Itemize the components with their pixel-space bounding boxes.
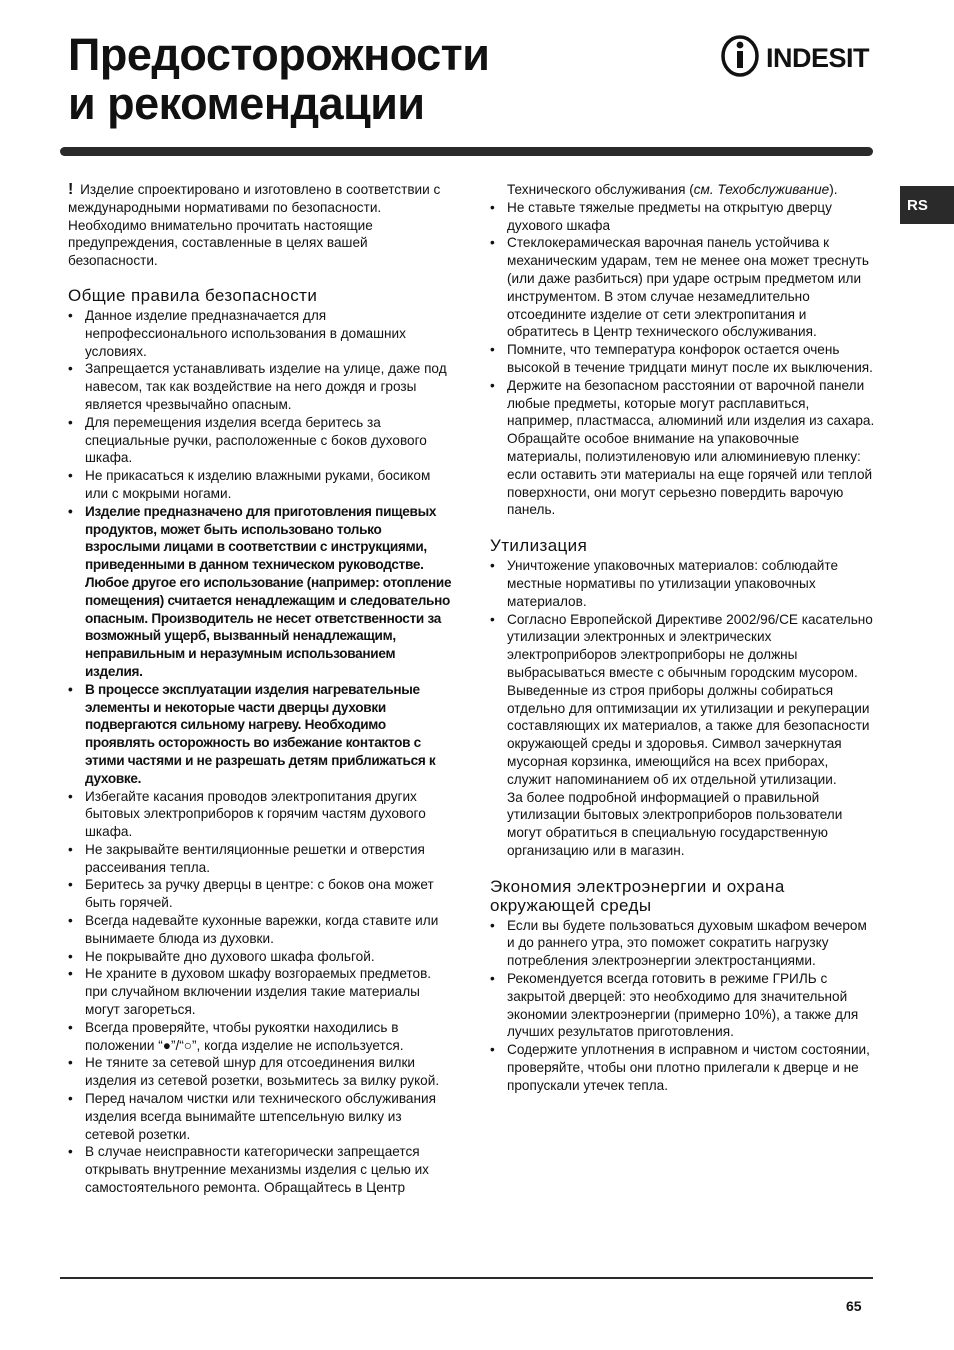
- left-column: [68, 181, 452, 1197]
- list-item: • Уничтожение упаковочных материалов: соблюдайте местные нормативы по утилизации упаковочных материалов.: [490, 557, 875, 610]
- general-safety-heading: Общие правила безопасности: [68, 285, 318, 305]
- page-title-line-2: и рекомендации: [68, 78, 425, 129]
- warning-mark: !: [68, 181, 74, 198]
- logo-stem-icon: [737, 51, 743, 68]
- list-item: • Изделие предназначено для приготовления пищевых продуктов, может быть использовано только взрослыми лицами в соответствии с инструкциями, приведенными в данном техническом руководстве. Любое другое его использование (например: отопление помещения) считается ненадлежащим и следовательно опасным. Производитель не несет ответственности за возможный ущерб, вызванный ненадлежащим, неправильным и неразумным использованием изделия.: [68, 503, 452, 681]
- disposal-heading: Утилизация: [490, 536, 588, 556]
- right-column: [490, 181, 875, 1095]
- list-item: • Помните, что температура конфорок остается очень высокой в течение тридцати минут после их выключения.: [490, 341, 875, 377]
- cross-reference: см. Техобслуживание: [693, 182, 830, 197]
- page-number: 65: [846, 1298, 862, 1314]
- disposal-list: [490, 557, 875, 860]
- page-title: [68, 30, 489, 128]
- continued-item: [490, 181, 875, 199]
- list-item: • Беритесь за ручку дверцы в центре: с боков она может быть горячей.: [68, 876, 452, 912]
- list-item: • Не храните в духовом шкафу возгораемых предметов. при случайном включении изделия такие материалы могут загореться.: [68, 965, 452, 1018]
- list-item: • Держите на безопасном расстоянии от варочной панели любые предметы, которые могут расплавиться, например, пластмасса, алюминий или изделия из сахара. Обращайте особое внимание на упаковочные материалы, полиэтиленовую или алюминиевую пленку: если оставить эти материалы на еще горячей или теплой поверхности, они могут серьезно повердить варочую панель.: [490, 377, 875, 519]
- list-item: • Данное изделие предназначается для непрофессионального использования в домашних условиях.: [68, 307, 452, 360]
- general-safety-list-cont: [490, 199, 875, 519]
- list-item: • Не тяните за сетевой шнур для отсоединения вилки изделия из сетевой розетки, возьмитесь за вилку рукой.: [68, 1054, 452, 1090]
- page-title-line-1: Предосторожности: [68, 29, 490, 80]
- list-item: • Если вы будете пользоваться духовым шкафом вечером и до раннего утра, это поможет сократить нагрузку потребления электроэнергии электростанциями.: [490, 917, 875, 970]
- list-item: • В случае неисправности категорически запрещается открывать внутренние механизмы изделия с целью их самостоятельного ремонта. Обращайтесь в Центр: [68, 1143, 452, 1196]
- indesit-logo: [720, 34, 876, 78]
- list-item: • Не прикасаться к изделию влажными руками, босиком или с мокрыми ногами.: [68, 467, 452, 503]
- continued-item-end: ).: [829, 182, 838, 197]
- list-item: • Стеклокерамическая варочная панель устойчива к механическим ударам, тем не менее она может треснуть (или даже разбиться) при ударе острым предметом или инструментом. В этом случае незамедлительно отсоедините изделие от сети электропитания и обратитесь в Центр технического обслуживания.: [490, 234, 875, 341]
- list-item: • Для перемещения изделия всегда беритесь за специальные ручки, расположенные с боков духового шкафа.: [68, 414, 452, 467]
- list-item: • Запрещается устанавливать изделие на улице, даже под навесом, так как воздействие на него дождя и грозы является чрезвычайно опасным.: [68, 360, 452, 413]
- energy-heading: Экономия электроэнергии и охрана окружающей среды: [490, 876, 785, 915]
- logo-wordmark: INDESIT: [766, 43, 870, 73]
- energy-list: [490, 917, 875, 1095]
- list-item: • Не покрывайте дно духового шкафа фольгой.: [68, 948, 452, 966]
- continued-item-text: Технического обслуживания (: [507, 182, 694, 197]
- list-item: • Согласно Европейской Директиве 2002/96/CE касательно утилизации электронных и электрических электроприборов электроприборы не должны выбрасываться вместе с обычным городским мусором. Выведенные из строя приборы должны собираться отдельно для оптимизации их утилизации и рекуперации составляющих их материалов, а также для безопасности окружающей среды и здоровья. Символ зачеркнутая мусорная корзинка, имеющийся на всех приборах, служит напоминанием об их отдельной утилизации. За более подробной информацией о правильной утилизации бытовых электроприборов пользователи могут обратиться в специальную государственную организацию или в магазин.: [490, 611, 875, 860]
- list-item: • Не ставьте тяжелые предметы на открытую дверцу духового шкафа: [490, 199, 875, 235]
- list-item: • Рекомендуется всегда готовить в режиме ГРИЛЬ с закрытой дверцей: это необходимо для значительной экономии электроэнергии (примерно 10%), а также для лучших результатов приготовления.: [490, 970, 875, 1041]
- intro-text: Изделие спроектировано и изготовлено в соответствии с международными нормативами по безопасности. Необходимо внимательно прочитать настоящие предупреждения, составленные в целях вашей безопасности.: [68, 182, 441, 269]
- list-item: • Перед началом чистки или технического обслуживания изделия всегда вынимайте штепсельную вилку из сетевой розетки.: [68, 1090, 452, 1143]
- list-item: • Всегда надевайте кухонные варежки, когда ставите или вынимаете блюда из духовки.: [68, 912, 452, 948]
- language-tab: RS: [900, 186, 954, 224]
- list-item: • Содержите уплотнения в исправном и чистом состоянии, проверяйте, чтобы они плотно прилегали к дверце и не пропускали утечек тепла.: [490, 1041, 875, 1094]
- intro-paragraph: [68, 181, 452, 270]
- header-rule: [60, 147, 873, 156]
- general-safety-list: [68, 307, 452, 1197]
- list-item: • Избегайте касания проводов электропитания других бытовых электроприборов к горячим частям духового шкафа.: [68, 788, 452, 841]
- list-item: • В процессе эксплуатации изделия нагревательные элементы и некоторые части дверцы духовки подвергаются сильному нагреву. Необходимо проявлять осторожность во избежание контактов с этими частями и не разрешать детям приближаться к духовке.: [68, 681, 452, 788]
- footer-rule: [60, 1277, 873, 1279]
- list-item: • Всегда проверяйте, чтобы рукоятки находились в положении “●”/“○”, когда изделие не используется.: [68, 1019, 452, 1055]
- list-item: • Не закрывайте вентиляционные решетки и отверстия рассеивания тепла.: [68, 841, 452, 877]
- logo-dot-icon: [737, 42, 744, 49]
